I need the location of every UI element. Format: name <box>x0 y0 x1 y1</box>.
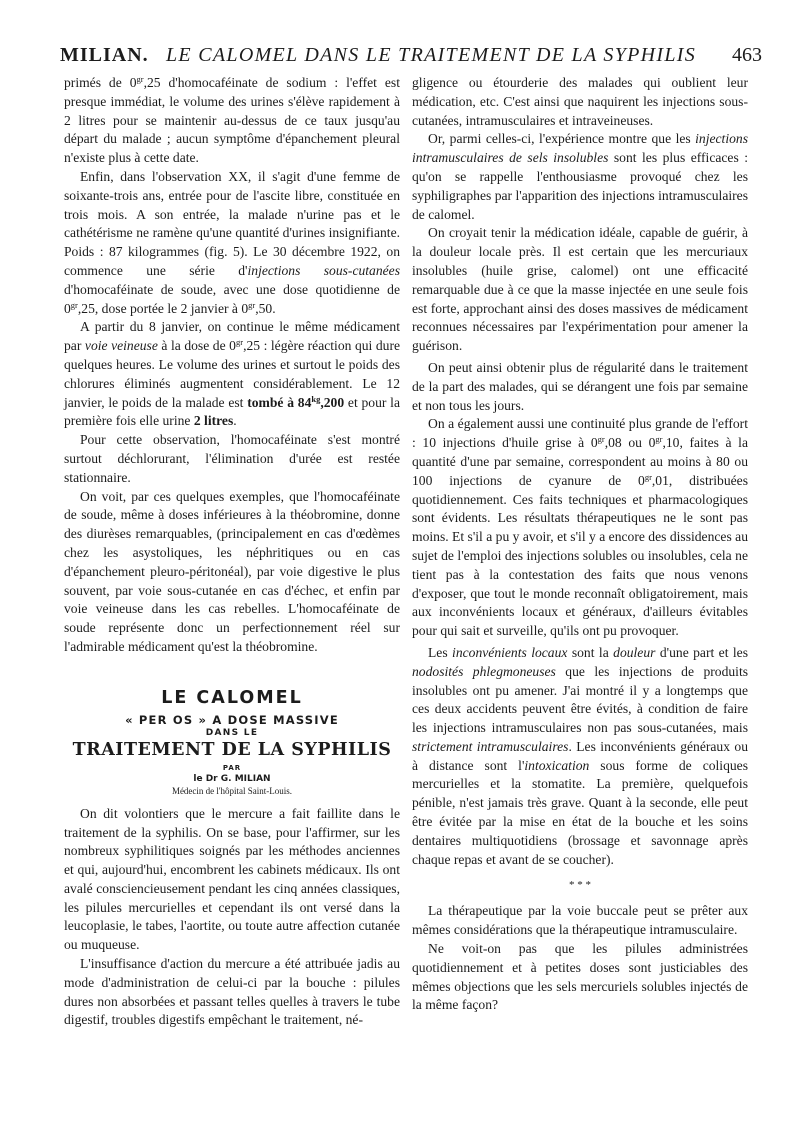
paragraph: On peut ainsi obtenir plus de régularité dans le traitement de la part des malades, qui se dérangent une fois par semaine et non tous les jours. <box>412 359 748 413</box>
paragraph: La thérapeutique par la voie buccale peut se prêter aux mêmes considérations que la thérapeutique intramusculaire. <box>412 903 748 938</box>
paragraph: Pour cette observation, l'homocaféinate s'est montré surtout déchlorurant, l'élimination d'urée est restée stationnaire. <box>64 432 400 485</box>
right-column <box>412 74 748 1015</box>
paragraph: primés de $0^{gr},25$ d'homocaféinate de sodium : l'effet est presque immédiat, le volume des urines s'élève rapidement à 2 litres pour se maintenir au-dessus de ce taux jusqu'au départ du malade ; aucun symptôme d'épanchement pleural n'existe plus à cette date. <box>64 74 400 166</box>
left-column <box>64 74 400 1030</box>
header-author: MILIAN. <box>60 44 149 66</box>
paragraph: L'insuffisance d'action du mercure a été attribuée jadis au mode d'administration de celui-ci par la bouche : pilules dures non absorbées et passant telles quelles à travers le tube digestif, troubles digestifs empêchant le traitement, né- <box>64 956 400 1028</box>
paragraph: On croyait tenir la médication idéale, capable de guérir, à la douleur locale près. Il est certain que les mercuriaux insolubles (huile grise, calomel) ont une efficacité remarquable due à ce que la masse injectée en une seule fois est forte, approchant ainsi des doses massives de médicament reconnues nécessaires par l'expérimentation pour amener la guérison. <box>412 225 748 354</box>
article-subtitle-connector: DANS LE <box>205 727 259 738</box>
article-title: LE CALOMEL <box>161 687 303 708</box>
paragraph: gligence ou étourderie des malades qui oublient leur médication, etc. C'est ainsi que naquirent les injections sous-cutanées, intramusculaires et intraveineuses. <box>412 75 748 128</box>
paragraph: Enfin, dans l'observation XX, il s'agit d'une femme de soixante-trois ans, entrée pour de l'ascite libre, constituée en trois mois. A son entrée, la malade n'urine pas et le cathétérisme ne ramène qu'une quantité d'urines insignifiante. Poids : 87 kilogrammes (fig. 5). Le 30 décembre 1922, on commence une série d'injections sous-cutanées d'homocaféinate de soude, avec une dose quotidienne de $0^{gr},25$, dose portée le 2 janvier à $0^{gr},50$. <box>64 168 400 316</box>
paragraph: Or, parmi celles-ci, l'expérience montre que les injections intramusculaires de sels insolubles sont les plus efficaces : qu'on se rappelle l'enthousiasme provoqué chez les syphiligraphes par l'apparition des injections intramusculaires de calomel. <box>412 131 749 222</box>
byline-par: PAR <box>222 763 242 772</box>
paragraph: On a également aussi une continuité plus grande de l'effort : 10 injections d'huile grise à $0^{gr},08$ ou $0^{gr},10$, faites à la quantité d'une par semaine, correspondent au moins à 80 ou 100 injections de cyanure de $0^{gr},01$, distribuées quotidiennement. Ces faits techniques et pharmacologiques sont évidents. Les résultats thérapeutiques ne le sont pas moins. Et s'il a pu y avoir, et s'il y a encore des dissidences au sujet de l'emploi des injections solubles ou insolubles, cela ne tient pas à la contestation des faits que nous venons d'exposer, que tout le monde reconnaît obligatoirement, mais aux inconvénients locaux et généraux, d'ailleurs évitables pour qui sait et surveille, qu'ils ont pu provoquer. <box>412 416 749 639</box>
article-author: le Dr G. MILIAN <box>193 773 271 784</box>
paragraph: Ne voit-on pas que les pilules administrées quotidiennement et à petites doses sont justiciables des mêmes objections que les sels mercuriels solubles injectés de la même façon? <box>412 941 748 1013</box>
article-heading <box>64 687 400 797</box>
section-separator-asterism: * * * <box>569 879 591 892</box>
header-title: LE CALOMEL DANS LE TRAITEMENT DE LA SYPHILIS <box>166 44 697 66</box>
article-subtitle: « PER OS » A DOSE MASSIVE <box>125 712 339 727</box>
article-subtitle-main: TRAITEMENT DE LA SYPHILIS <box>72 739 392 760</box>
running-header <box>60 44 762 72</box>
paragraph: On dit volontiers que le mercure a fait faillite dans le traitement de la syphilis. On se base, pour l'affirmer, sur les nombreux syphilitiques soignés par les méthodes anciennes et qui, aujourd'hui, encombrent les cabinets médicaux. Ils ont avalé consciencieusement pendant les cinq années classiques, les pilules mercurielles et cependant ils ont versé dans la leucoplasie, le tabes, l'aortite, ou toute autre affection cutanée ou muqueuse. <box>64 805 400 953</box>
paragraph: Les inconvénients locaux sont la douleur d'une part et les nodosités phlegmoneuses que les injections de produits insolubles ont pu amener. J'ai montré il y a longtemps que ces deux accidents peuvent être évités, à condition de faire les injections intramusculaires non pas sous-cutanées, mais strictement intramusculaires. Les inconvénients généraux ou à distance sont l'intoxication sous forme de coliques mercurielles et la stomatite. La première, quelquefois pénible, n'est jamais très grave. Quant à la seconde, elle peut être évitée par la mise en état de la bouche et les soins dentaires multiquotidiens (brossage et savonnage après chaque repas et avant de se coucher). <box>412 644 749 867</box>
paragraph: A partir du 8 janvier, on continue le même médicament par voie veineuse à la dose de $0^{gr},25$ : légère réaction qui dure quelques heures. Le volume des urines et surtout le poids des chlorures éliminés augmentent considérablement. Le 12 janvier, le poids de la malade est tombé à $84^{kg},200$ et pour la première fois elle urine 2 litres. <box>64 319 401 429</box>
page-number: 463 <box>732 44 762 66</box>
author-affiliation: Médecin de l'hôpital Saint-Louis. <box>171 785 293 796</box>
paragraph: On voit, par ces quelques exemples, que l'homocaféinate de soude, même à doses inférieures à la théobromine, donne des diurèses remarquables, (principalement en cas d'œdèmes chez les asystoliques, les néphritiques ou en cas d'épanchement pleuro-péritonéal), par voie digestive le plus souvent, par voie sous-cutanée en cas d'échec, et enfin par voie veineuse dans les cas rebelles. L'homocaféinate de soude représente donc un perfectionnement réel sur l'admirable médicament qu'est la théobromine. <box>64 488 400 654</box>
